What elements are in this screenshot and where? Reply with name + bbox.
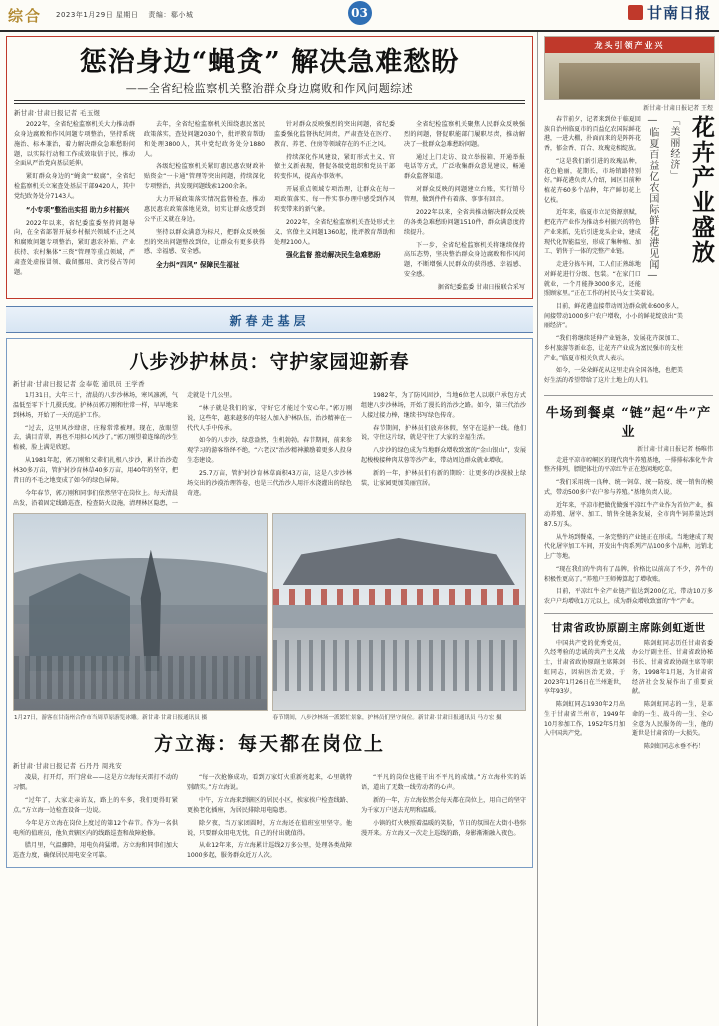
paragraph: 坚持以群众满意为标尺，把群众反映强烈的突出问题整改到位，让群众有更多获得感、幸福感、安全感。 xyxy=(144,228,265,256)
column-divider xyxy=(544,395,713,396)
photo-captions xyxy=(13,713,526,725)
section-title: 综合 xyxy=(8,6,43,25)
article2-body-top xyxy=(13,391,526,508)
issue-date: 2023年1月29日 星期日 xyxy=(56,11,139,19)
paragraph: 目前，鲜花港直接带动周边群众就业600多人，间接带动1000多户农户增收，小小的鲜花绽放出“美丽经济”。 xyxy=(544,302,683,330)
photo-banner-label: 龙头引领产业兴 xyxy=(545,37,714,53)
page-body xyxy=(0,32,719,1026)
paragraph: 陈剑虹同志永垂不朽！ xyxy=(644,742,705,750)
paragraph: 各级纪检监察机关紧盯惠民惠农财政补贴资金“一卡通”管理等突出问题，持续深化专项整治，共发现问题线索1200余条。 xyxy=(144,163,265,191)
paragraph: 针对群众反映强烈的突出问题，省纪委监委强化监督执纪问责，严肃查处在医疗、教育、养老、住房等领域存在的不正之风。 xyxy=(274,121,395,148)
lead-article-body xyxy=(14,120,525,280)
photo-caption: 春节期间，八步沙林场一派繁忙景象，护林员们坚守岗位。新甘肃·甘肃日报通讯员 马方宏 摄 xyxy=(272,715,502,722)
paragraph: 紧盯群众身边的“蝇贪”“蚁腐”，全省纪检监察机关立案查处基层干部9420人，其中党纪政务处分7143人。 xyxy=(14,173,135,201)
paragraph: 2022年以来，省纪委监委坚持问题导向，在全省部署开展乡村振兴领域不正之风和腐败问题专项整治，紧盯惠农补贴、产业扶持、农村集体“三资”管理等重点领域，严肃查处虚报冒领、截留挪用、贪污侵占等问题。 xyxy=(14,219,135,276)
headline-rule xyxy=(14,100,525,104)
paragraph: “过去，这里风沙肆虐，庄稼常常被埋。现在，放眼望去，满目青翠，再也不用担心风沙了。”郭万刚望着连绵的沙生植被，脸上满是欣慰。 xyxy=(13,424,178,452)
paragraph: 小镇的灯火映照着温暖的笑脸，节日的氛围在大街小巷弥漫开来。方立海又一次走上巡线的路，身影渐渐融入夜色。 xyxy=(361,819,526,837)
photo-caption: 1月27日，游客在甘南州合作市当周草原游览冰雕。新甘肃·甘肃日报通讯员 摄 xyxy=(14,715,208,722)
right-column-area xyxy=(537,32,719,1026)
paragraph: “我们将继续延伸产业链条，发展花卉深加工、乡村旅游等新业态，让花卉产业成为富民强市的支柱产业。”临夏市相关负责人表示。 xyxy=(544,335,683,362)
photo-crowd xyxy=(14,656,267,699)
paragraph: 中午，方立海来到辖区的居民小区，挨家挨户检查线路、更换老化插座，为居民排除用电隐患。 xyxy=(187,796,352,814)
paragraph: 凌晨，打开灯，开门营业——这是方立海每天雷打不动的习惯。 xyxy=(13,774,178,792)
paragraph: 大力开展政策落实情况监督检查，推动惠民惠农政策落地见效，切实让群众感受到公平正义就在身边。 xyxy=(144,196,265,223)
paragraph: 中国共产党的优秀党员，久经考验的忠诚的共产主义战士，甘肃省政协原副主席陈剑虹同志，因病医治无效，于2023年1月26日在兰州逝世，享年93岁。 xyxy=(544,639,625,696)
obituary-body xyxy=(544,639,713,752)
left-column-area xyxy=(0,32,537,1026)
article-b-body xyxy=(544,456,713,607)
subsection-heading: “小专项”整治出实招 助力乡村振兴 xyxy=(26,205,130,214)
paragraph: 从业12年来，方立海累计巡线2万多公里，处理各类故障1000多起，服务群众近万人次。 xyxy=(187,842,352,860)
paragraph: 全省纪检监察机关聚焦人民群众反映强烈的问题，督促职能部门履职尽责，推动解决了一批群众急难愁盼问题。 xyxy=(404,121,525,148)
photo-ice-sculpture xyxy=(13,513,268,711)
paragraph: 新的一年，护林员们有新的期盼：让更多的沙漠披上绿装，让家园更加美丽宜居。 xyxy=(361,469,526,487)
column-divider xyxy=(544,613,713,614)
photo-industry-banner xyxy=(544,36,715,100)
obituary-title: 甘肃省政协原副主席陈剑虹逝世 xyxy=(551,621,706,634)
paragraph: 通过上门走访、设立举报箱、开通举报电话等方式，广泛收集群众意见建议，畅通群众监督渠道。 xyxy=(404,153,525,181)
paragraph: 陈剑虹同志历任甘肃省委办公厅副主任、甘肃省政协秘书长、甘肃省政协副主席等职务，1998年1月退，为甘肃省经济社会发展作出了重要贡献。 xyxy=(632,639,713,696)
paragraph: 持续深化作风建设，紧盯形式主义、官僚主义新表现，督促各级党组织和党员干部转变作风，提高办事效率。 xyxy=(274,153,395,181)
paragraph: 新的一年，方立海依然会每天都在岗位上，用自己的坚守为千家万户送去光明和温暖。 xyxy=(361,796,526,814)
paragraph: 今年是方立海在岗位上度过的第12个春节。作为一名供电所的值班员，他负责辖区内的线路巡查和故障抢修。 xyxy=(13,819,178,837)
photo-byline: 新甘肃·甘肃日报记者 王煜 xyxy=(643,105,713,112)
logo-mark-icon xyxy=(628,5,643,20)
feature-title: 花卉产业盛放 xyxy=(688,115,715,265)
lead-headline: 惩治身边“蝇贪” 解决急难愁盼 xyxy=(79,47,460,78)
paragraph: 1982年，为了防风固沙，当地6位老人以联户承包方式组建八步沙林场，开始了漫长的治沙之路。如今，第三代治沙人接过接力棒，继续书写绿色传奇。 xyxy=(361,391,526,419)
paragraph: 对群众反映的问题建立台账，实行销号管理，做到件件有着落、事事有回音。 xyxy=(404,186,525,204)
paragraph: 腊月里，气温骤降，用电负荷猛增。方立海和同事们加大巡查力度，确保居民用电安全可靠。 xyxy=(13,842,178,860)
lead-subhead: ——全省纪检监察机关整治群众身边腐败和作风问题综述 xyxy=(125,82,414,96)
feature-highlight: 「美丽经济」 xyxy=(667,115,679,181)
paragraph: 陈剑虹同志1930年2月出生于甘肃省兰州市，1949年10月参加工作，1952年5月加入中国共产党。 xyxy=(544,701,625,738)
paragraph: 去年，全省纪检监察机关围绕惠民富民政策落实，查处问题2030个，批评教育帮助和处理3800人，其中党纪政务处分1880人。 xyxy=(144,121,265,158)
paragraph: 八步沙的绿色成为当地群众增收致富的“金山银山”，发展起梭梭接种肉苁蓉等沙产业，带动周边群众就业增收。 xyxy=(361,447,526,465)
feature-vertical-block xyxy=(544,115,713,389)
editor-credit: 责编：郗小城 xyxy=(148,11,194,19)
paragraph: 开展重点领域专项治理，让群众在每一项政策落实、每一件实事办理中感受到作风转变带来的新气象。 xyxy=(274,186,395,213)
feature-section xyxy=(6,338,533,868)
article2-byline: 新甘肃·甘肃日报记者 金奉乾 通讯员 王学香 xyxy=(13,379,145,388)
article-b-title: 牛场到餐桌 “链”起“牛”产业 xyxy=(545,405,712,440)
article3-body xyxy=(13,773,526,861)
paragraph: 目前，平凉红牛全产业链产值达到200亿元，带动10万多农户户均增收1万元以上，成为群众增收致富的“牛”产业。 xyxy=(544,588,713,606)
feature-subtitle: —临夏百益亿农国际鲜花港见闻— xyxy=(646,115,658,282)
paragraph: “每一次抢修成功，看到万家灯火重新亮起来，心里就特别踏实。”方立海说。 xyxy=(187,774,352,792)
paragraph: 2022年，全省纪检监察机关查处形式主义、官僚主义问题1360起，批评教育帮助和处理2100人。 xyxy=(274,218,395,246)
lead-byline: 新甘肃·甘肃日报记者 毛玉煜 xyxy=(14,109,101,118)
paragraph: 1月31日，大年三十，清晨的八步沙林场，寒风凛冽，气温低至零下十几摄氏度。护林员郭万刚和往常一样，早早地来到林场，开始了一天的巡护工作。 xyxy=(13,391,178,419)
paragraph: 下一步，全省纪检监察机关将继续保持高压态势，坚决整治群众身边腐败和作风问题，不断增强人民群众的获得感、幸福感、安全感。 xyxy=(404,241,525,279)
paper-name: 甘南日报 xyxy=(646,4,711,22)
paragraph: 从1981年起，郭万刚和父辈们扎根八步沙，累计治沙造林30多万亩，管护封沙育林草40多万亩，用40年的坚守，把昔日的不毛之地变成了如今的绿色屏障。 xyxy=(13,457,178,484)
masthead xyxy=(0,0,719,32)
lead-article xyxy=(6,36,533,299)
subsection-heading: 全力纠“四风” 保障民生福祉 xyxy=(156,261,240,270)
paragraph: “现在我们的牛肉有了品牌，价格比以前高了不少，养牛的积极性更高了。”养殖户王师傅算起了增收账。 xyxy=(544,565,713,583)
paragraph: “过年了，大家走亲访友，路上的车多，我们更得盯紧点。”方立海一边检查设备一边说。 xyxy=(13,796,178,814)
page-number-badge: 03 xyxy=(348,1,372,25)
paragraph: 近年来，临夏市立足资源禀赋，把花卉产业作为推动乡村振兴的特色产业来抓，先后引进龙头企业，建成现代化智能温室，形成了集种植、加工、销售于一体的完整产业链。 xyxy=(544,209,641,256)
paragraph: 从牛场到餐桌，一条完整的产业链正在形成。当地建成了现代化屠宰加工车间，开发出牛肉系列产品100多个品种，远销北上广等地。 xyxy=(544,533,713,561)
paragraph: 除夕夜，当万家团圆时，方立海还在值班室里坚守。他说，只要群众用电无忧，自己的付出就值得。 xyxy=(187,819,352,837)
section-banner xyxy=(6,306,533,333)
photo-lanterns xyxy=(273,589,526,605)
paper-logo xyxy=(628,2,711,23)
paragraph: “这是我们新引进的玫瑰品种，花色艳丽，花期长，市场销路特别好。”鲜花港负责人介绍，园区目前种植花卉60多个品种，年产鲜切花上亿枝。 xyxy=(544,157,641,204)
paragraph: “林子就是我们的家，守好它才能过个安心年。”郭万刚说，这些年，越来越多的年轻人加入护林队伍，治沙精神在一代代人手中传承。 xyxy=(187,404,352,432)
paragraph: 春节前夕，记者来到位于临夏回族自治州临夏市的百益亿农国际鲜花港，一进大棚，扑面而来的是阵阵花香，郁金香、百合、玫瑰竞相绽放。 xyxy=(544,116,641,153)
paragraph: 走进平凉市崆峒区的现代肉牛养殖基地，一排排标准化牛舍整齐排列，膘肥体壮的平凉红牛正在悠闲地吃草。 xyxy=(544,456,713,474)
photo-building xyxy=(559,63,701,99)
article3-byline: 新甘肃·甘肃日报记者 石丹丹 周兆安 xyxy=(13,762,123,771)
photo-row xyxy=(13,513,526,711)
paragraph: 春节期间，护林员们放弃休假，坚守在巡护一线。他们说，守住这片绿，就是守住了大家的幸福生活。 xyxy=(361,424,526,442)
paragraph: “平凡的岗位也能干出不平凡的成绩。”方立海朴实的话语，道出了无数一线劳动者的心声。 xyxy=(361,774,526,792)
article-b-byline: 新甘肃·甘肃日报记者 杨唯伟 xyxy=(637,445,713,453)
paragraph: 陈剑虹同志的一生，是革命的一生、战斗的一生、全心全意为人民服务的一生，他的逝世是甘肃省的一大损失。 xyxy=(632,701,713,738)
photo-people xyxy=(273,640,526,691)
article2-headline: 八步沙护林员：守护家园迎新春 xyxy=(129,350,410,373)
photo-street-festival xyxy=(272,513,527,711)
paragraph: 近年来，平凉市把做优做强平凉红牛产业作为首位产业，推动养殖、屠宰、加工、销售全链条发展，全市肉牛饲养量达到87.5万头。 xyxy=(544,501,713,528)
paragraph: 今年春节，郭万刚和同事们依然坚守在岗位上。每天清晨出发，沿着固定线路巡查，检查防火设施，清理林区隐患，一走就是十几公里。 xyxy=(13,391,236,507)
lead-signature: 据省纪委监委 甘肃日报联合采写 xyxy=(437,283,525,291)
section-banner-label: 新春走基层 xyxy=(229,313,310,328)
paragraph: 如今，一朵朵鲜花从这里走向全国各地，也把美好生活的希望带给了这片土地上的人们。 xyxy=(544,367,683,384)
paragraph: 如今的八步沙，绿意盎然，生机勃勃。春节期间，前来参观学习的游客络绎不绝，“六老汉”治沙精神激励着更多人投身生态建设。 xyxy=(187,437,352,465)
paragraph: 25.7万亩，管护封沙育林草面积43万亩，这是八步沙林场交出的沙漠治理答卷，也是三代治沙人用汗水浇灌出的绿色奇迹。 xyxy=(187,469,352,497)
paragraph: 2022年以来，全省共推动解决群众反映的各类急难愁盼问题1510件，群众满意度持续提升。 xyxy=(404,208,525,236)
subsection-heading: 强化监督 推动解决民生急难愁盼 xyxy=(286,251,381,260)
paragraph: 2022年，全省纪检监察机关大力推动群众身边腐败和作风问题专项整治，坚持系统施治、标本兼治，着力解决群众急难愁盼问题，以实际行动和工作成效取信于民，推动全面从严治党向基层延伸。 xyxy=(14,121,135,168)
paragraph: 走进分拣车间，工人们正熟练地对鲜花进行分级、包装。“在家门口就业，一个月能挣3000多元，还能照顾家里。”正在工作的村民马女士笑着说。 xyxy=(544,261,659,298)
article3-headline: 方立海：每天都在岗位上 xyxy=(153,733,385,756)
paragraph: “我们采用统一良种、统一饲草、统一防疫、统一销售的模式，带动500多户农户参与养殖。”基地负责人说。 xyxy=(544,479,713,496)
